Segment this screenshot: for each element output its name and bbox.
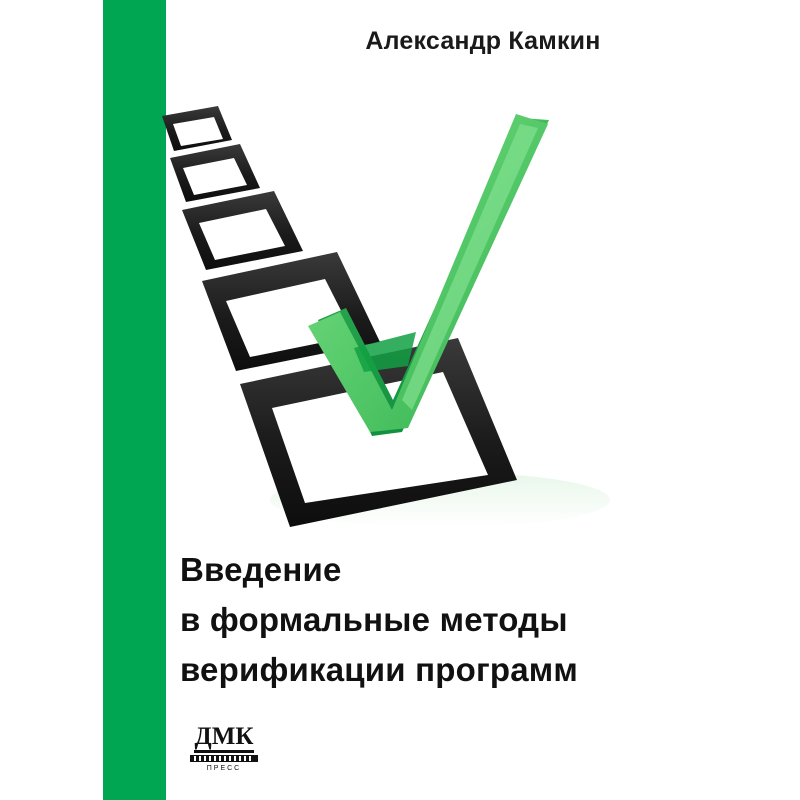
cover-artwork bbox=[140, 80, 780, 550]
svg-text:ПРЕСС: ПРЕСС bbox=[206, 765, 242, 772]
checkbox-3 bbox=[182, 191, 303, 270]
cover-left-margin bbox=[0, 0, 103, 800]
checkbox-2 bbox=[170, 144, 260, 202]
author-name: Александр Камкин bbox=[365, 27, 601, 55]
publisher-logo bbox=[176, 722, 272, 774]
title-line-3: верификации программ bbox=[180, 651, 579, 689]
checkbox-1 bbox=[162, 106, 232, 151]
title-line-1: Введение bbox=[180, 551, 342, 588]
svg-text:ДМК: ДМК bbox=[194, 723, 254, 750]
title-line-2: в формальные методы bbox=[180, 601, 568, 639]
book-title bbox=[170, 545, 770, 695]
